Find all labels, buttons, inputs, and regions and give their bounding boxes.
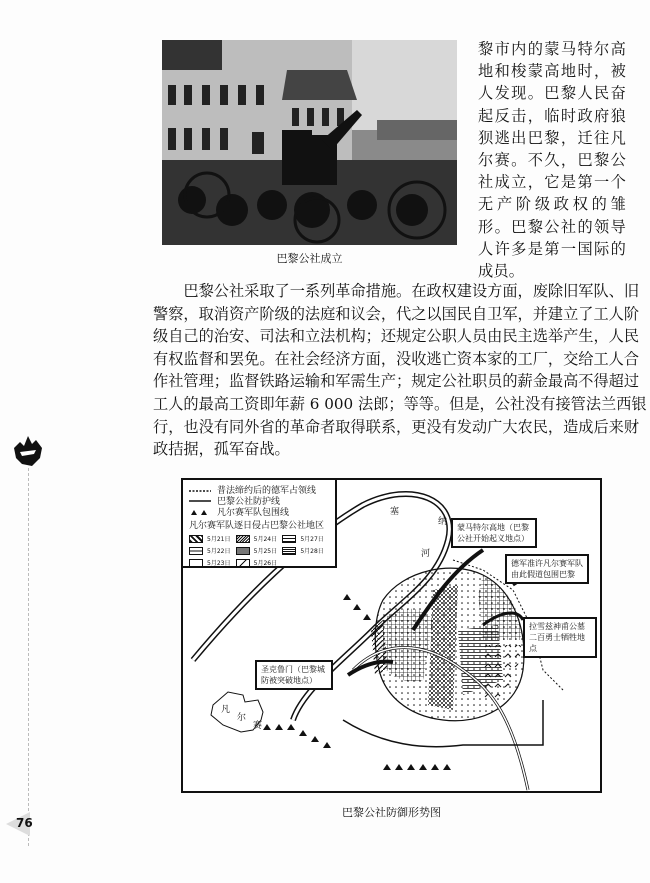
text-line: 成员。 [478,262,525,281]
pere-lachaise-label: 拉雪兹神甫公墓二百勇士牺牲地点 [523,617,597,658]
legend-areas-title: 凡尔赛军队逐日侵占巴黎公社地区 [189,521,325,531]
versailles-label-char: 凡 [221,705,231,715]
legend-date-item: 5月23日 [189,558,236,567]
map-legend [181,478,337,568]
page-number: 76 [6,812,32,836]
legend-date-item: 5月21日 [189,534,236,543]
text-line: 人许多是第一国际的 [478,239,626,258]
versailles-label-char: 赛 [253,721,263,731]
text-line: 黎市内的蒙马特尔高 [478,40,626,58]
german-passage-label: 德军准许凡尔赛军队由此假道包围巴黎 [505,554,589,584]
photo-illustration [162,40,457,245]
text-line: 有权监督和罢免。在社会经济方面，没收逃亡资本家的工厂，交给工人合 [153,349,639,368]
text-line: 政拮据，孤军奋战。 [153,440,290,459]
pattern-swatch-icon [236,535,250,543]
text-line: 形。巴黎公社的领导 [478,217,626,236]
triangle-line-icon [189,509,211,515]
margin-emblem-icon [10,432,46,468]
legend-date-item: 5月24日 [236,534,283,543]
photo-caption: 巴黎公社成立 [276,252,343,265]
legend-date-item: 5月27日 [282,534,329,543]
text-line: 无产阶级政权的雏 [478,195,626,214]
text-line: 社成立，它是第一个 [478,173,626,192]
pattern-swatch-icon [189,547,203,555]
text-line: 警察，取消资产阶级的法庭和议会，代之以国民自卫军，并建立了工人阶 [153,304,639,323]
dotted-line-icon [189,487,211,493]
legend-date-item: 5月22日 [189,546,236,555]
text-line: 人发现。巴黎人民奋 [478,84,626,103]
river-label-char: 纳 [438,517,448,527]
text-line: 工人的最高工资即年薪 6 000 法郎；等等。但是，公社没有接管法兰西银 [153,394,647,413]
pattern-swatch-icon [282,547,296,555]
text-line: 起反击，临时政府狼 [478,106,626,125]
legend-date-item: 5月25日 [236,546,283,555]
text-line: 地和梭蒙高地时，被 [478,62,626,81]
pattern-swatch-icon [236,547,250,555]
pattern-swatch-icon [236,559,250,567]
saint-cloud-label: 圣克鲁门（巴黎城防被突破地点） [255,660,333,690]
paris-commune-defense-map [181,478,602,793]
legend-row-encirclement-line: 凡尔赛军队包围线 [189,506,329,517]
solid-line-icon [189,498,211,504]
pattern-swatch-icon [189,535,203,543]
paris-commune-photo [162,40,457,245]
legend-row-defense-line: 巴黎公社防护线 [189,495,329,506]
versailles-label-char: 尔 [237,713,247,723]
margin-dashed-line [28,468,29,846]
legend-date-item: 5月28日 [282,546,329,555]
text-line: 巴黎公社采取了一系列革命措施。在政权建设方面，废除旧军队、旧 [153,282,639,300]
pattern-swatch-icon [189,559,203,567]
pattern-swatch-icon [282,535,296,543]
text-line: 狈逃出巴黎，迁往凡 [478,128,626,147]
text-line: 尔赛。不久，巴黎公 [478,151,626,170]
map-caption: 巴黎公社防御形势图 [342,806,441,819]
legend-row-german-line: 普法缔约后的德军占领线 [189,484,329,495]
text-line: 级自己的治安、司法和立法机构；还规定公职人员由民主选举产生，人民 [153,327,639,346]
text-line: 作社管理；监督铁路运输和军需生产；规定公社职员的薪金最高不得超过 [153,372,639,391]
body-paragraph [153,280,647,461]
text-line: 行，也没有同外省的革命者取得联系，更没有发动广大农民，造成后来财 [153,417,639,436]
side-text-column [478,38,626,282]
montmartre-label: 蒙马特尔高地（巴黎公社开始起义地点） [451,518,537,548]
legend-date-grid [189,534,329,567]
legend-date-item: 5月26日 [236,558,283,567]
river-label-char: 河 [421,549,431,559]
river-label-char: 塞 [390,507,400,517]
